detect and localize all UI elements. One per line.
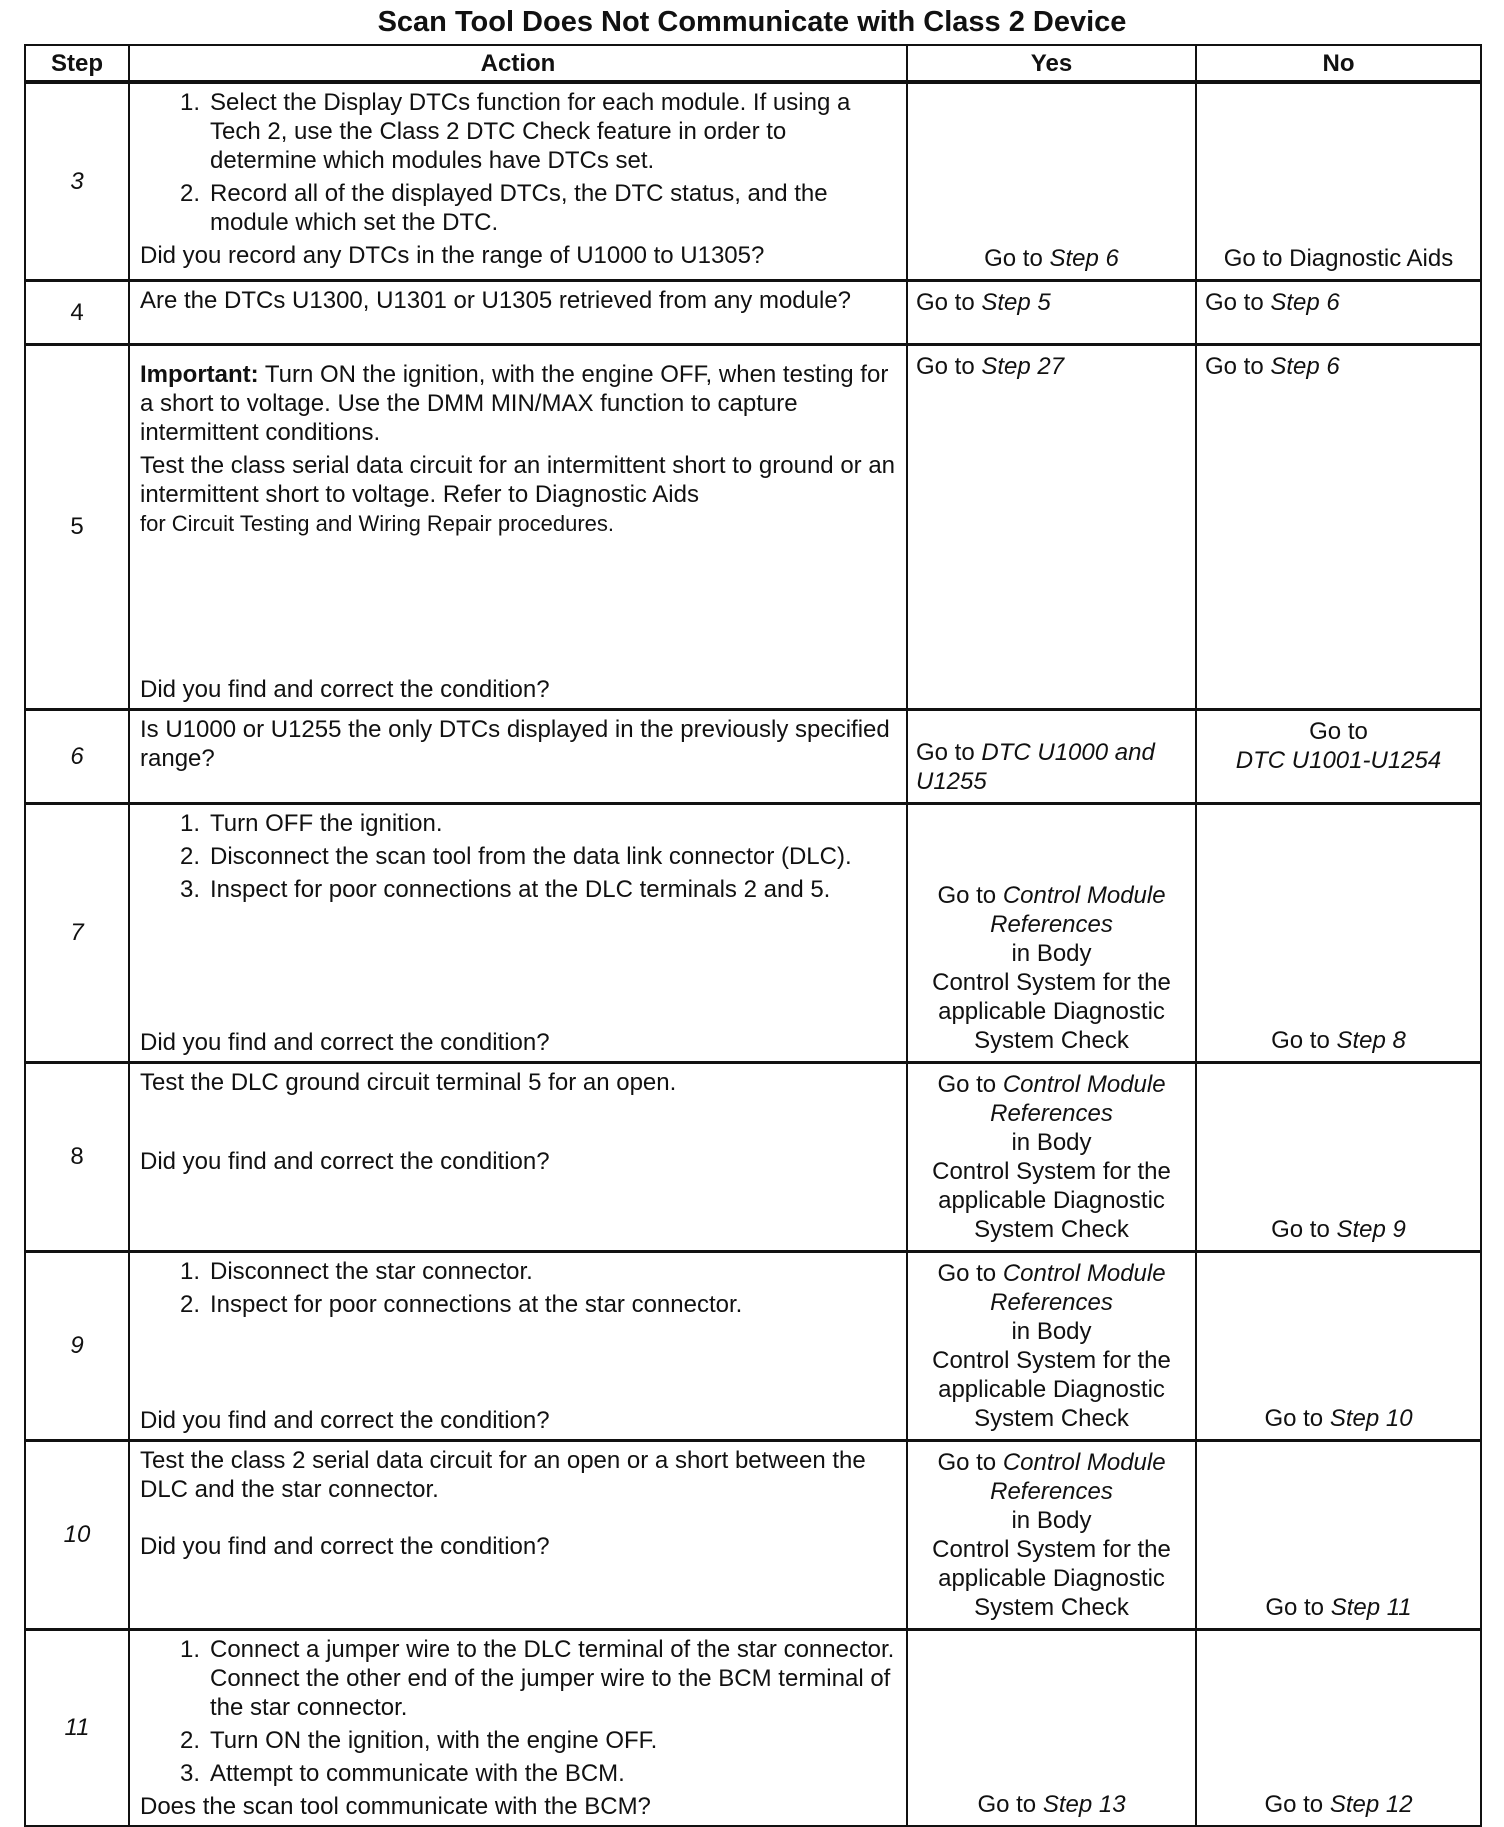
action-cell — [129, 1062, 907, 1251]
step-number: 5 — [25, 344, 129, 709]
no-cell: Go to DTC U1001-U1254 — [1196, 709, 1481, 803]
action-cell — [129, 1440, 907, 1629]
yes-cell: Go to Control Module References in Body Control System for the applicable Diagnostic System Check — [907, 1062, 1196, 1251]
instruction: Test the class 2 serial data circuit for an open or a short between the DLC and the star connector. — [140, 1446, 866, 1503]
no-cell: Go to Step 6 — [1196, 344, 1481, 709]
no-cell — [1196, 82, 1481, 280]
table-row — [25, 1062, 1481, 1251]
question: Are the DTCs U1300, U1301 or U1305 retrieved from any module? — [140, 286, 852, 314]
step-link[interactable]: Step 8 — [1336, 1026, 1406, 1054]
table-row — [25, 1440, 1481, 1629]
list-item: 1. Select the Display DTCs function for each module. If using a Tech 2, use the Class 2 DTC Check feature in order to determine which modules have DTCs set. — [180, 89, 851, 174]
list-item: 1. Connect a jumper wire to the DLC terminal of the star connector. Connect the other end of the jumper wire to the BCM terminal of the star connector. — [180, 1635, 895, 1721]
action-steps — [140, 1257, 896, 1323]
step-number: 3 — [25, 82, 129, 280]
header-yes: Yes — [907, 45, 1196, 82]
list-item: 3. Inspect for poor connections at the DLC terminals 2 and 5. — [180, 875, 831, 903]
table-header-row — [25, 45, 1481, 82]
question: Did you find and correct the condition? — [140, 1028, 550, 1056]
yes-cell: Go to DTC U1000 and U1255 — [907, 709, 1196, 803]
reference-link[interactable]: Control Module References — [990, 1070, 1166, 1127]
action-steps — [140, 88, 896, 237]
page-title: Scan Tool Does Not Communicate with Class 2 Device — [377, 6, 1127, 38]
step-link[interactable]: Step 13 — [1042, 1790, 1126, 1818]
no-cell: Go to Step 12 — [1196, 1629, 1481, 1826]
list-item: 2. Inspect for poor connections at the star connector. — [180, 1290, 743, 1318]
action-cell — [129, 280, 907, 344]
step-link[interactable]: Step 6 — [1049, 244, 1119, 272]
instruction: Test the DLC ground circuit terminal 5 for an open. — [140, 1068, 677, 1096]
step-number: 4 — [25, 280, 129, 344]
yes-cell: Go to Control Module References in Body Control System for the applicable Diagnostic System Check — [907, 1440, 1196, 1629]
action-cell — [129, 82, 907, 280]
step-link[interactable]: Step 6 — [1270, 352, 1340, 380]
step-number: 11 — [25, 1629, 129, 1826]
table-row — [25, 344, 1481, 709]
action-cell — [129, 1629, 907, 1826]
diagnostic-table — [24, 44, 1482, 1827]
step-link[interactable]: Step 12 — [1329, 1790, 1413, 1818]
action-steps — [140, 809, 896, 908]
table-row — [25, 1629, 1481, 1826]
table-row — [25, 1251, 1481, 1440]
yes-cell: Go to Step 5 — [907, 280, 1196, 344]
header-no: No — [1196, 45, 1481, 82]
no-cell: Go to Step 9 — [1196, 1062, 1481, 1251]
question: Did you find and correct the condition? — [140, 675, 550, 703]
action-cell — [129, 344, 907, 709]
table-row — [25, 803, 1481, 1062]
step-link[interactable]: Step 9 — [1336, 1215, 1406, 1243]
step-number: 9 — [25, 1251, 129, 1440]
yes-cell: Go to Control Module References in Body Control System for the applicable Diagnostic System Check — [907, 803, 1196, 1062]
list-item: 2. Disconnect the scan tool from the data link connector (DLC). — [180, 842, 852, 870]
instruction: Test the class serial data circuit for an intermittent short to ground or an intermittent short to voltage. Refer to Diagnostic Aids — [140, 451, 896, 508]
dtc-link[interactable]: DTC U1001-U1254 — [1235, 746, 1442, 774]
step-number: 8 — [25, 1062, 129, 1251]
question: Did you find and correct the condition? — [140, 1406, 550, 1434]
reference-link[interactable]: Control Module References — [990, 1259, 1166, 1316]
action-cell — [129, 803, 907, 1062]
reference-link[interactable]: Control Module References — [990, 881, 1166, 938]
diagnostic-aids-link[interactable]: Go to Diagnostic Aids — [1223, 244, 1454, 272]
list-item: 2. Turn ON the ignition, with the engine OFF. — [180, 1726, 658, 1754]
yes-cell: Go to Step 27 — [907, 344, 1196, 709]
action-cell — [129, 1251, 907, 1440]
header-action: Action — [129, 45, 907, 82]
list-item: 1. Turn OFF the ignition. — [180, 809, 443, 837]
step-link[interactable]: Step 27 — [981, 352, 1065, 380]
step-link[interactable]: Step 5 — [981, 288, 1051, 316]
question: Is U1000 or U1255 the only DTCs displayed in the previously specified range? — [140, 715, 890, 772]
action-cell — [129, 709, 907, 803]
step-link[interactable]: Step 6 — [1270, 288, 1340, 316]
reference-link[interactable]: Control Module References — [990, 1448, 1166, 1505]
list-item: 1. Disconnect the star connector. — [180, 1257, 533, 1285]
step-number: 7 — [25, 803, 129, 1062]
step-link[interactable]: Step 10 — [1329, 1404, 1413, 1432]
instruction-continued: for Circuit Testing and Wiring Repair procedures. — [140, 510, 615, 536]
step-link[interactable]: Step 11 — [1330, 1593, 1412, 1621]
yes-cell: Go to Step 13 — [907, 1629, 1196, 1826]
yes-cell: Go to Control Module References in Body Control System for the applicable Diagnostic System Check — [907, 1251, 1196, 1440]
action-steps — [140, 1635, 896, 1788]
question: Does the scan tool communicate with the BCM? — [140, 1792, 651, 1820]
question: Did you record any DTCs in the range of U1000 to U1305? — [140, 242, 765, 269]
table-row — [25, 280, 1481, 344]
question: Did you find and correct the condition? — [140, 1532, 550, 1560]
no-cell: Go to Step 10 — [1196, 1251, 1481, 1440]
step-number: 10 — [25, 1440, 129, 1629]
table-row — [25, 82, 1481, 280]
no-cell: Go to Step 11 — [1196, 1440, 1481, 1629]
yes-cell: Go to Step 6 — [907, 82, 1196, 280]
question: Did you find and correct the condition? — [140, 1147, 550, 1175]
header-step: Step — [25, 45, 129, 82]
no-cell: Go to Step 8 — [1196, 803, 1481, 1062]
table-row — [25, 709, 1481, 803]
important-note: Important: Turn ON the ignition, with the engine OFF, when testing for a short to voltage. Use the DMM MIN/MAX function to capture intermittent conditions. — [140, 360, 889, 446]
step-number: 6 — [25, 709, 129, 803]
dtc-link[interactable]: DTC U1000 and U1255 — [916, 738, 1155, 795]
list-item: 3. Attempt to communicate with the BCM. — [180, 1759, 625, 1787]
no-cell: Go to Step 6 — [1196, 280, 1481, 344]
list-item: 2. Record all of the displayed DTCs, the DTC status, and the module which set the DTC. — [180, 180, 828, 236]
